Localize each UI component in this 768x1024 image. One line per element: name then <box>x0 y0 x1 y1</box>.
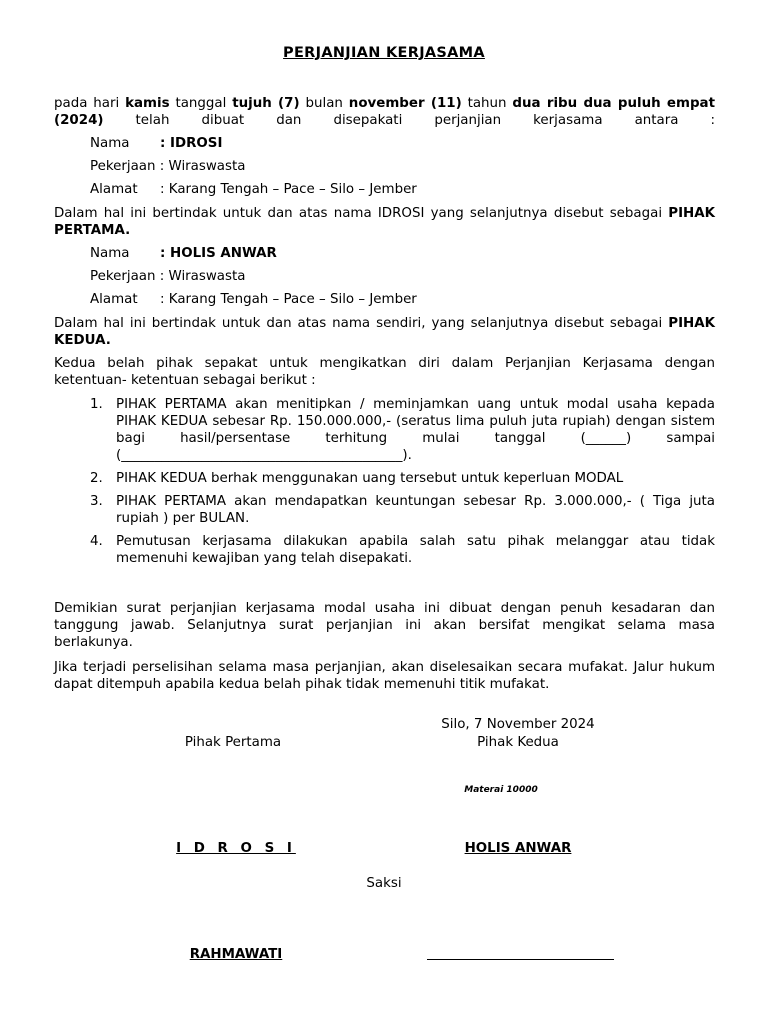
list-item-number: 4. <box>90 534 103 549</box>
party1-address-row <box>90 181 417 198</box>
party2-address-value: : Karang Tengah – Pace – Silo – Jember <box>160 292 417 307</box>
list-item <box>90 533 715 567</box>
party2-role: PIHAK KEDUA. <box>54 316 715 348</box>
list-item <box>90 396 715 464</box>
witness-signature-line <box>427 959 614 960</box>
intro-paragraph <box>54 95 715 129</box>
party2-name-label: Nama <box>90 246 130 261</box>
materai-stamp-label: Materai 10000 <box>464 785 538 795</box>
party1-name-value: : IDROSI <box>160 136 223 151</box>
party2-job-row: Pekerjaan : Wiraswasta <box>90 269 246 284</box>
party2-name-row <box>90 245 277 262</box>
witness-name: RAHMAWATI <box>189 947 283 962</box>
intro-text-5: telah dibuat dan disepakati perjanjian kerjasama antara : <box>103 113 715 128</box>
intro-text-4: tahun <box>461 96 513 111</box>
party1-description <box>54 205 715 239</box>
intro-date: tujuh (7) <box>232 96 300 111</box>
first-party-label: Pihak Pertama <box>184 735 282 750</box>
list-item-text: PIHAK PERTAMA akan menitipkan / meminjamkan uang untuk modal usaha kepada PIHAK KEDUA sebesar Rp. 150.000.000,- (seratus lima puluh juta rupiah) dengan sistem bagi hasil/persentase terhitung mulai tanggal (______) sampai (__________________________________________). <box>116 397 715 463</box>
intro-day: kamis <box>125 96 170 111</box>
list-item-number: 1. <box>90 397 103 412</box>
document-title: PERJANJIAN KERJASAMA <box>283 45 485 61</box>
first-party-signatory: I D R O S I <box>176 841 296 856</box>
party1-name-label: Nama <box>90 136 130 151</box>
party1-address-label: Alamat <box>90 182 138 197</box>
witness-label: Saksi <box>366 876 402 891</box>
list-item <box>90 470 715 487</box>
list-item-number: 2. <box>90 471 103 486</box>
second-party-label: Pihak Kedua <box>477 735 559 750</box>
party2-address-label: Alamat <box>90 292 138 307</box>
party2-description <box>54 315 715 349</box>
intro-month: november (11) <box>348 96 462 111</box>
list-item-text: PIHAK PERTAMA akan mendapatkan keuntungan sebesar Rp. 3.000.000,- ( Tiga juta rupiah ) per BULAN. <box>116 494 715 526</box>
second-party-signatory: HOLIS ANWAR <box>464 841 572 856</box>
list-item-number: 3. <box>90 494 103 509</box>
intro-text-3: bulan <box>299 96 349 111</box>
party2-desc-text: Dalam hal ini bertindak untuk dan atas nama sendiri, yang selanjutnya disebut sebagai <box>54 316 669 331</box>
closing-paragraph-2: Jika terjadi perselisihan selama masa perjanjian, akan diselesaikan secara mufakat. Jalur hukum dapat ditempuh apabila kedua belah pihak tidak memenuhi titik mufakat. <box>54 660 715 692</box>
agreement-intro: Kedua belah pihak sepakat untuk mengikatkan diri dalam Perjanjian Kerjasama dengan ketentuan- ketentuan sebagai berikut : <box>54 356 715 388</box>
closing-paragraph-1: Demikian surat perjanjian kerjasama modal usaha ini dibuat dengan penuh kesadaran dan tanggung jawab. Selanjutnya surat perjanjian ini akan bersifat mengikat selama masa berlakunya. <box>54 601 715 650</box>
party2-name-value: : HOLIS ANWAR <box>160 246 277 261</box>
list-item-text: Pemutusan kerjasama dilakukan apabila salah satu pihak melanggar atau tidak memenuhi kewajiban yang telah disepakati. <box>116 534 715 566</box>
party1-address-value: : Karang Tengah – Pace – Silo – Jember <box>160 182 417 197</box>
list-item <box>90 493 715 527</box>
list-item-text: PIHAK KEDUA berhak menggunakan uang tersebut untuk keperluan MODAL <box>116 471 624 486</box>
intro-text-1: pada hari <box>54 96 126 111</box>
terms-list <box>90 396 715 567</box>
party2-address-row <box>90 291 417 308</box>
party1-role: PIHAK PERTAMA. <box>54 206 715 238</box>
party1-desc-text: Dalam hal ini bertindak untuk dan atas nama IDROSI yang selanjutnya disebut sebagai <box>54 206 669 221</box>
place-date: Silo, 7 November 2024 <box>441 717 595 732</box>
party1-job-row: Pekerjaan : Wiraswasta <box>90 159 246 174</box>
intro-text-2: tanggal <box>169 96 233 111</box>
party1-name-row <box>90 135 222 152</box>
intro-year: dua ribu dua puluh empat (2024) <box>54 96 715 128</box>
